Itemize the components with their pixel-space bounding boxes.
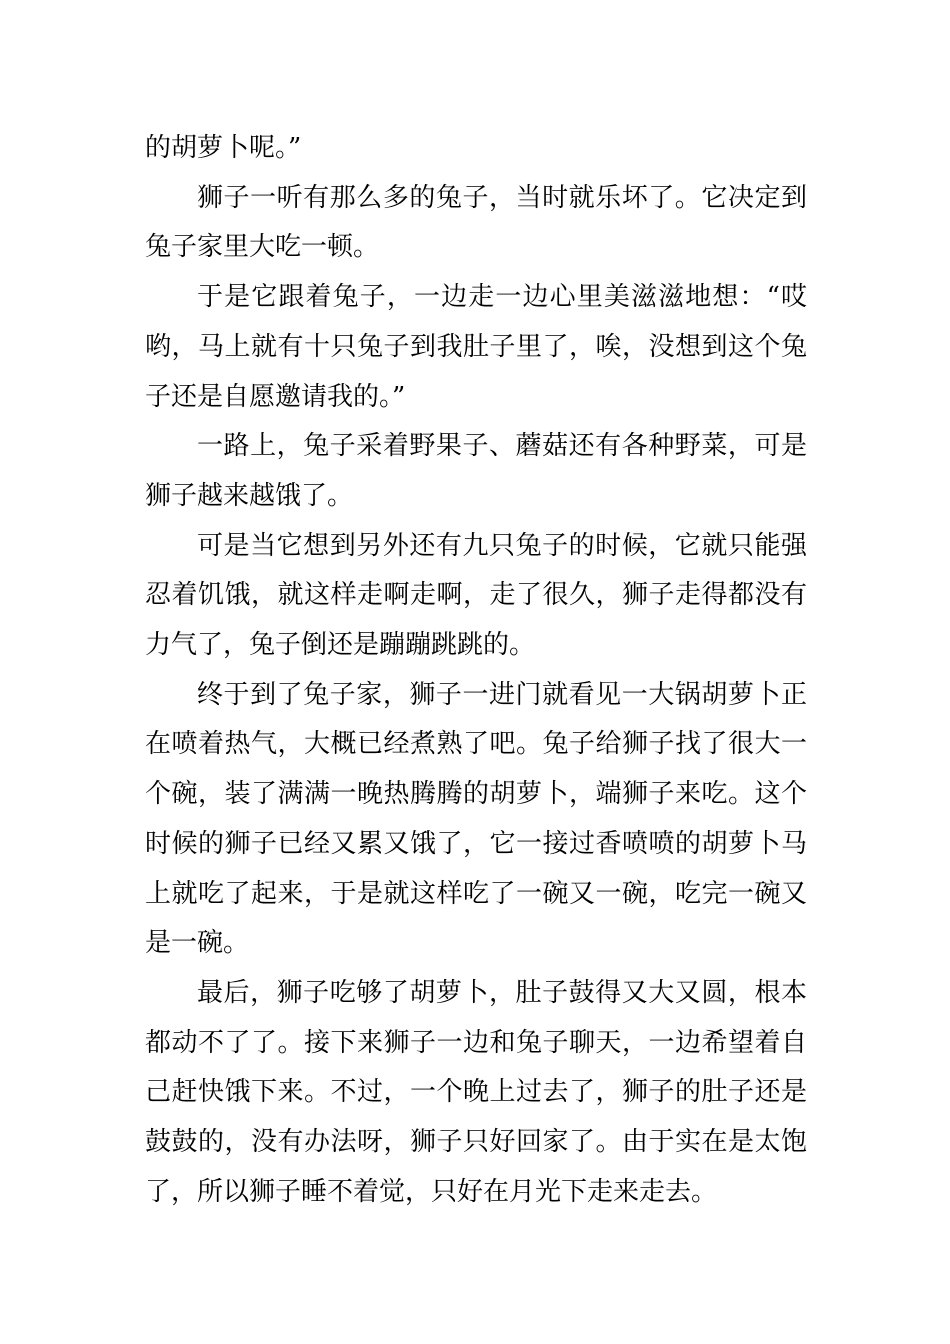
paragraph: 可是当它想到另外还有九只兔子的时候，它就只能强忍着饥饿，就这样走啊走啊，走了很久，狮子走得都没有力气了，兔子倒还是蹦蹦跳跳的。 — [145, 530, 807, 661]
paragraph: 狮子一听有那么多的兔子，当时就乐坏了。它决定到兔子家里大吃一顿。 — [145, 182, 807, 263]
paragraph: 终于到了兔子家，狮子一进门就看见一大锅胡萝卜正在喷着热气，大概已经煮熟了吧。兔子给狮子找了很大一个碗，装了满满一晚热腾腾的胡萝卜，端狮子来吃。这个时候的狮子已经又累又饿了，它一接过香喷喷的胡萝卜马上就吃了起来，于是就这样吃了一碗又一碗，吃完一碗又是一碗。 — [145, 679, 807, 959]
story-text — [145, 124, 807, 1217]
paragraph: 于是它跟着兔子，一边走一边心里美滋滋地想：“哎哟，马上就有十只兔子到我肚子里了，唉，没想到这个兔子还是自愿邀请我的。” — [145, 282, 807, 412]
paragraph: 最后，狮子吃够了胡萝卜，肚子鼓得又大又圆，根本都动不了了。接下来狮子一边和兔子聊天，一边希望着自己赶快饿下来。不过，一个晚上过去了，狮子的肚子还是鼓鼓的，没有办法呀，狮子只好回家了。由于实在是太饱了，所以狮子睡不着觉，只好在月光下走来走去。 — [145, 977, 807, 1207]
paragraph-continuation: 的胡萝卜呢。” — [145, 133, 302, 163]
paragraph: 一路上，兔子采着野果子、蘑菇还有各种野菜，可是狮子越来越饿了。 — [145, 431, 807, 511]
